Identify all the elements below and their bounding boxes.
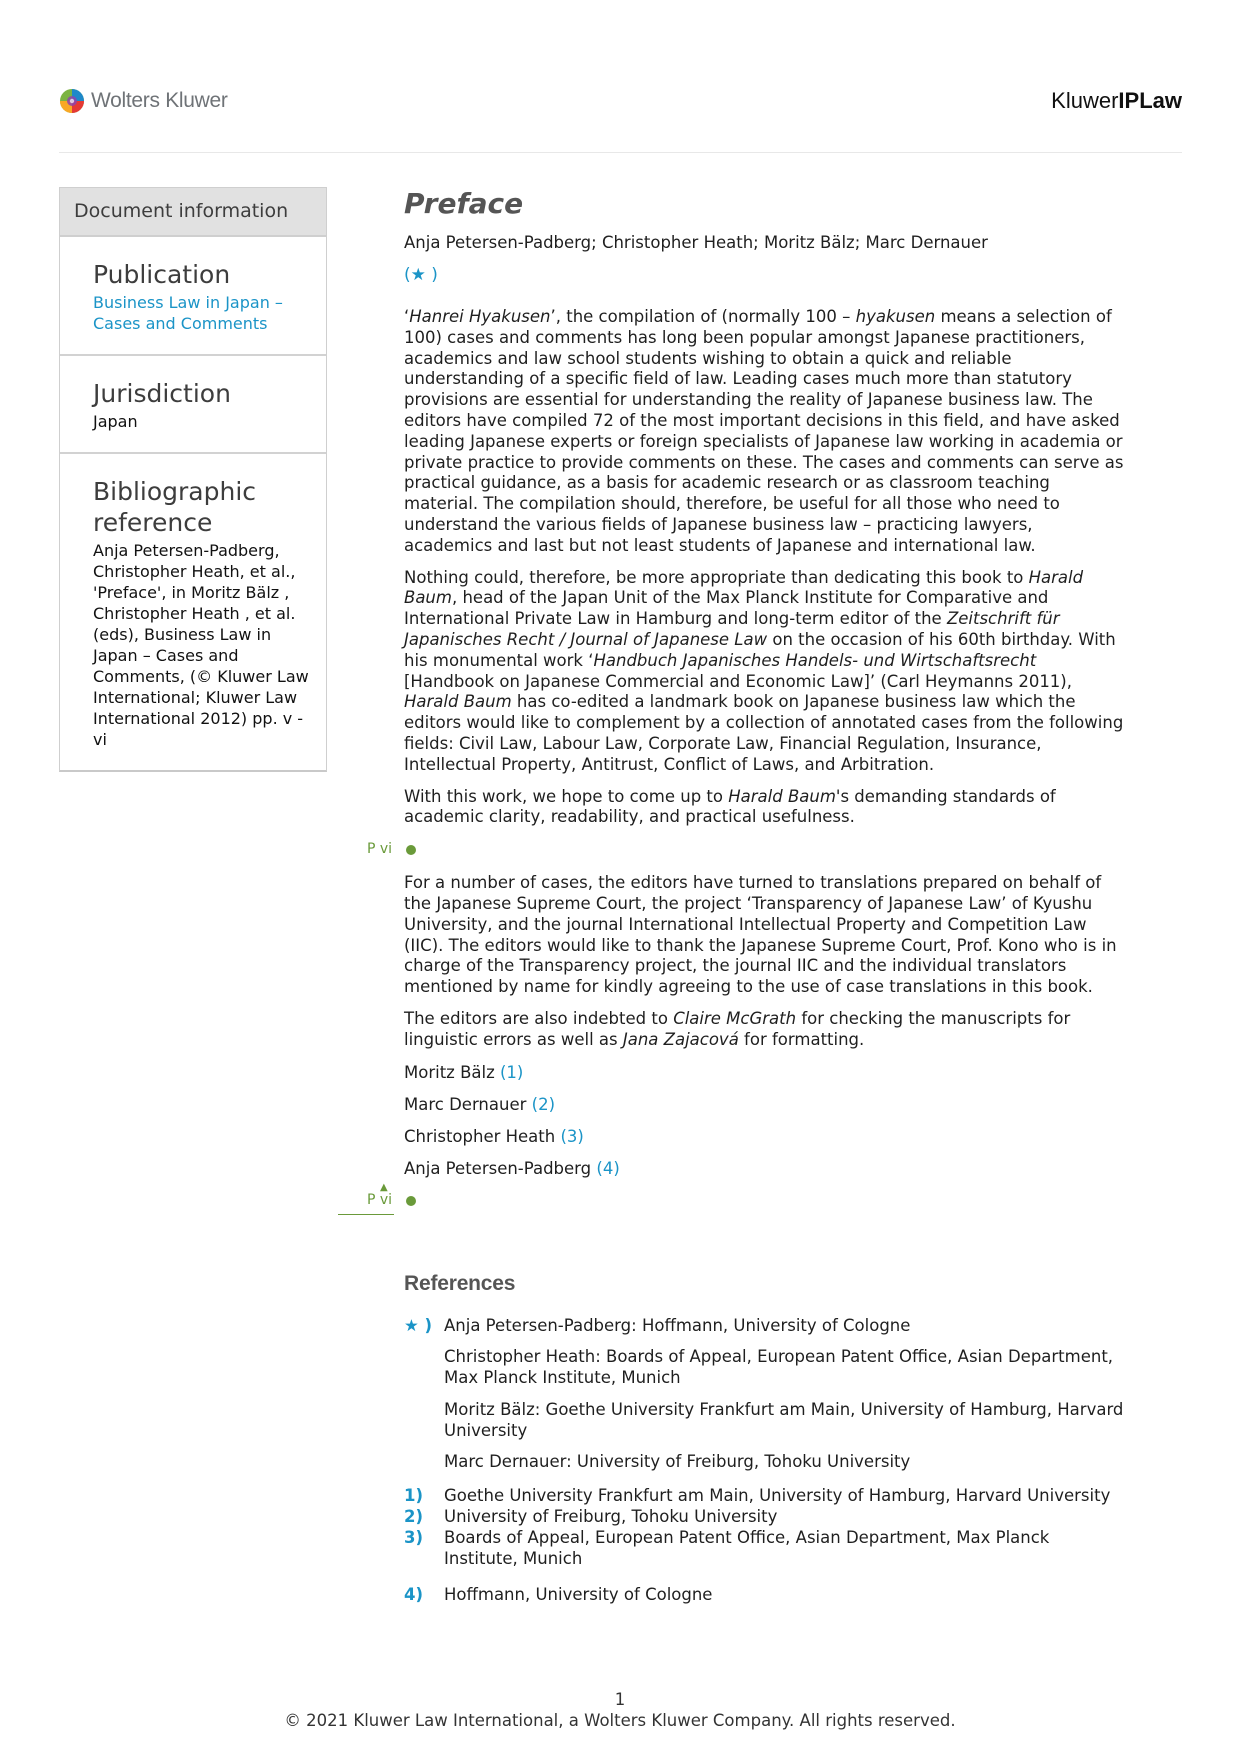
italic-term: Harald Baum [404, 692, 512, 712]
page-header [0, 0, 1240, 154]
italic-term: Handbuch Japanisches Handels- und Wirtschaftsrecht [593, 650, 1037, 670]
page-marker-underline [338, 1214, 394, 1215]
wolters-kluwer-globe-icon [59, 88, 85, 114]
footnote-text: Goethe University Frankfurt am Main, University of Hamburg, Harvard University [444, 1486, 1111, 1506]
footnote-item [404, 1528, 1124, 1570]
paragraph [404, 307, 1124, 557]
footnote-item [404, 1507, 1124, 1528]
page-title: Preface [404, 187, 524, 220]
text-run: The editors are also indebted to [404, 1008, 674, 1028]
text-run: With this work, we hope to come up to [404, 786, 729, 806]
footnote-key[interactable]: 4) [404, 1585, 424, 1605]
kluwer-iplaw-logo[interactable] [1051, 88, 1182, 114]
signature-name: Anja Petersen-Padberg [404, 1158, 592, 1178]
author-affiliation-link[interactable]: (★ ) [404, 265, 438, 285]
bibliographic-title: Bibliographic reference [93, 477, 257, 537]
text-run: , head of the Japan Unit of the Max Planck Institute for Comparative and International Private Law in Hamburg and long-term editor of the [404, 588, 1049, 629]
paragraph [404, 1009, 1124, 1051]
affiliation-item: Marc Dernauer: University of Freiburg, Tohoku University [444, 1452, 911, 1472]
jurisdiction-section [60, 356, 326, 454]
footnote-text: Hoffmann, University of Cologne [444, 1585, 713, 1605]
text-run: ‘ [404, 307, 410, 326]
footnote-link[interactable]: (3) [560, 1126, 584, 1146]
bibliographic-reference: Anja Petersen-Padberg, Christopher Heath, et al., 'Preface', in Moritz Bälz , Christopher Heath , et al. (eds), Business Law in Japan – Cases and Comments, (© Kluwer Law International; Kluwer Law International 2012) pp. v - vi [93, 541, 309, 749]
text-run: on the occasion of his 60th birthday. With his monumental work ‘ [404, 629, 1116, 670]
references-heading: References [404, 1271, 516, 1295]
text-run: means a selection of 100) cases and comments has long been popular amongst Japanese practitioners, academics and law school students wishing to obtain a quick and reliable understanding of a specific field of law. Leading cases much more than statutory provisions are essential for understanding the reality of Japanese business law. The editors have compiled 72 of the most important decisions in this field, and have asked leading Japanese experts or foreign specialists of Japanese law working in academia or private practice to provide comments on these. The cases and comments can serve as practical guidance, as a basis for academic research or as classroom teaching material. The compilation should, therefore, be useful for all those who need to understand the various fields of Japanese business law – practicing lawyers, academics and last but not least students of Japanese and international law. [404, 307, 1124, 555]
signature-name: Moritz Bälz [404, 1062, 495, 1082]
publication-title: Publication [93, 260, 231, 289]
affiliation-item: Anja Petersen-Padberg: Hoffmann, University of Cologne [444, 1315, 911, 1335]
text-run: ’, the compilation of (normally 100 – [550, 307, 856, 326]
footnote-link[interactable]: (4) [596, 1158, 620, 1178]
kluwer-iplaw-suffix: IPLaw [1118, 88, 1182, 113]
footnote-item [404, 1585, 1124, 1606]
signature-line [404, 1126, 1124, 1147]
text-run: has co-edited a landmark book on Japanese business law which the editors would like to complement by a collection of annotated cases from the following fields: Civil Law, Labour Law, Corporate Law, Financial Regulation, Insurance, Intellectual Property, Antitrust, Conflict of Laws, and Arbitration. [404, 692, 1124, 774]
italic-term: hyakusen [855, 307, 936, 326]
footnote-key[interactable]: 3) [404, 1527, 424, 1547]
page-marker-dot-icon [406, 1196, 416, 1206]
jurisdiction-title: Jurisdiction [93, 379, 231, 408]
footnote-key[interactable]: 2) [404, 1507, 424, 1527]
italic-term: Hanrei Hyakusen [409, 307, 551, 326]
publication-link[interactable]: Business Law in Japan – Cases and Comments [93, 293, 283, 333]
footnote-list [404, 1486, 1124, 1606]
page-marker [367, 1181, 1124, 1212]
page-marker [367, 839, 1124, 861]
text-run: for checking the manuscripts for linguistic errors as well as [404, 1008, 1071, 1049]
footnote-key[interactable]: 1) [404, 1486, 424, 1506]
author-affiliations [404, 1316, 1124, 1485]
page-marker-dot-icon [406, 845, 416, 855]
page-marker-label: P vi [367, 841, 393, 858]
document-information-panel [59, 187, 327, 772]
footnote-link[interactable]: (2) [531, 1094, 556, 1114]
affiliation-item: Christopher Heath: Boards of Appeal, European Patent Office, Asian Department, Max Planck Institute, Munich [444, 1347, 1114, 1388]
page-marker-caret-icon: ▲ [380, 1181, 388, 1193]
affiliation-list [444, 1316, 1124, 1485]
footnote-link[interactable]: (1) [500, 1062, 524, 1082]
signature-name: Christopher Heath [404, 1126, 556, 1146]
signature-line [404, 1062, 1124, 1083]
paragraph [404, 787, 1124, 829]
paragraph [404, 568, 1124, 776]
signature-line [404, 1094, 1124, 1115]
footnote-text: Boards of Appeal, European Patent Office, Asian Department, Max Planck Institute, Munich [444, 1527, 1050, 1568]
star-footnote-key[interactable]: ★ ) [404, 1315, 433, 1335]
italic-term: Zeitschrift für Japanisches Recht / Journal of Japanese Law [404, 609, 1060, 649]
author-line: Anja Petersen-Padberg; Christopher Heath; Moritz Bälz; Marc Dernauer [404, 233, 988, 252]
italic-term: Claire McGrath [673, 1008, 797, 1028]
text-run: 's demanding standards of academic clarity, readability, and practical usefulness. [404, 786, 1056, 827]
italic-term: Jana Zajacová [622, 1029, 739, 1049]
wolters-kluwer-logo[interactable] [59, 88, 228, 114]
page-number: 1 [614, 1690, 626, 1709]
bibliographic-section [60, 454, 326, 770]
wolters-kluwer-wordmark: Wolters Kluwer [91, 89, 228, 112]
italic-term: Harald Baum [728, 786, 836, 806]
header-divider [59, 152, 1182, 153]
page-footer [0, 1689, 1240, 1731]
footnote-text: University of Freiburg, Tohoku University [444, 1507, 778, 1527]
page-marker-label: P vi [367, 1191, 393, 1208]
signature-name: Marc Dernauer [404, 1094, 527, 1114]
italic-term: Harald Baum [404, 567, 1084, 608]
publication-section [60, 237, 326, 356]
document-information-heading: Document information [60, 188, 326, 237]
copyright-notice: © 2021 Kluwer Law International, a Wolters Kluwer Company. All rights reserved. [284, 1711, 956, 1730]
text-run: for formatting. [738, 1029, 865, 1049]
paragraph: For a number of cases, the editors have turned to translations prepared on behalf of the Japanese Supreme Court, the project ‘Transparency of Japanese Law’ of Kyushu University, and the journal International Intellectual Property and Competition Law (IIC). The editors would like to thank the Japanese Supreme Court, Prof. Kono who is in charge of the Transparency project, the journal IIC and the individual translators mentioned by name for kindly agreeing to the use of case translations in this book. [404, 873, 1117, 997]
document-body [367, 186, 1124, 1606]
text-run: [Handbook on Japanese Commercial and Economic Law]’ (Carl Heymanns 2011), [404, 671, 1072, 691]
jurisdiction-value: Japan [93, 412, 138, 431]
signature-line [404, 1158, 1124, 1179]
kluwer-iplaw-prefix: Kluwer [1051, 88, 1119, 113]
footnote-item [404, 1486, 1124, 1507]
text-run: Nothing could, therefore, be more appropriate than dedicating this book to [404, 567, 1029, 587]
affiliation-item: Moritz Bälz: Goethe University Frankfurt am Main, University of Hamburg, Harvard University [444, 1399, 1124, 1440]
